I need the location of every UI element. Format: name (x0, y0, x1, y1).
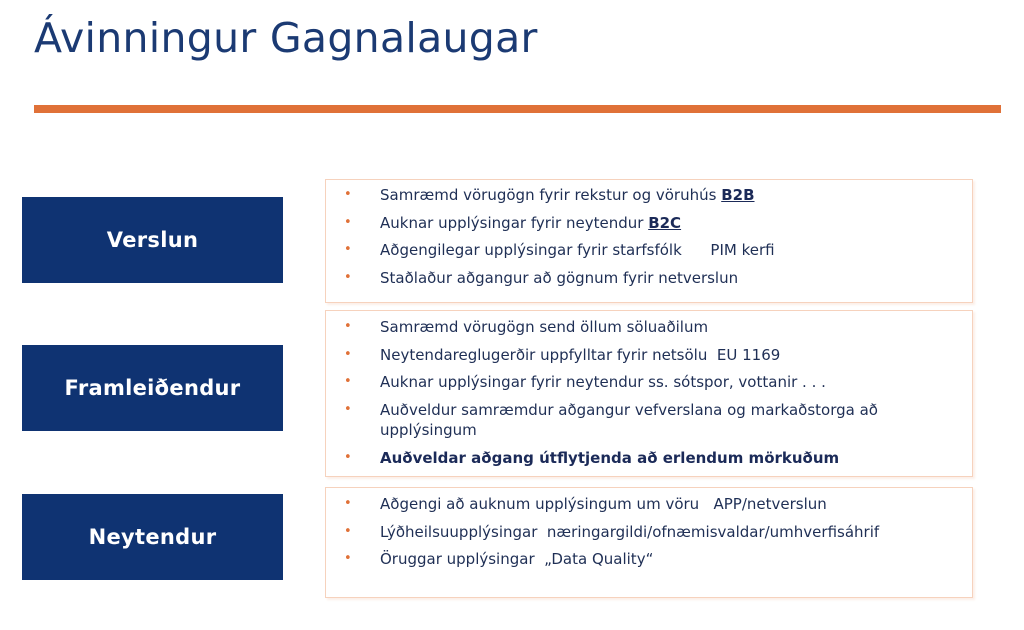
list-item (326, 448, 972, 468)
list-item (326, 372, 972, 392)
bullet-icon: • (344, 449, 352, 465)
bullet-list-framleidendur (326, 317, 972, 468)
list-item-text: Neytendareglugerðir uppfylltar fyrir netsölu EU 1169 (380, 345, 781, 364)
section-label-framleidendur: Framleiðendur (22, 345, 283, 431)
list-item (326, 268, 972, 288)
list-item-text: Auknar upplýsingar fyrir neytendur ss. sótspor, vottanir . . . (380, 373, 826, 392)
bullet-icon: • (344, 374, 352, 390)
list-item (326, 213, 972, 233)
section-box-neytendur (325, 487, 973, 598)
list-item-text: Lýðheilsuupplýsingar næringargildi/ofnæmisvaldar/umhverfisáhrif (380, 522, 880, 541)
bullet-icon: • (344, 346, 352, 362)
section-label-verslun: Verslun (22, 197, 283, 283)
list-item (326, 522, 972, 542)
list-item (326, 549, 972, 569)
list-item-text: Öruggar upplýsingar „Data Quality“ (380, 550, 654, 569)
bullet-icon: • (344, 402, 352, 418)
bullet-icon: • (344, 214, 352, 230)
bullet-icon: • (344, 187, 352, 202)
list-item-text: Samræmd vörugögn send öllum söluaðilum (380, 318, 709, 336)
list-item-text: Auknar upplýsingar fyrir neytendur (380, 213, 649, 232)
title-divider (34, 105, 1001, 113)
list-item-text: Staðlaður aðgangur að gögnum fyrir netverslun (380, 269, 739, 288)
bullet-icon: • (344, 496, 352, 511)
section-box-verslun (325, 179, 973, 303)
bullet-icon: • (344, 551, 352, 567)
list-item (326, 240, 972, 260)
bullet-icon: • (344, 242, 352, 258)
section-label-neytendur: Neytendur (22, 494, 283, 580)
list-item (326, 494, 972, 514)
bullet-icon: • (344, 523, 352, 539)
list-item (326, 400, 972, 440)
b2b-link[interactable]: B2B (721, 186, 755, 204)
list-item-text: Aðgengi að auknum upplýsingum um vöru APP/netverslun (380, 495, 827, 513)
list-item-text: Auðveldur samræmdur aðgangur vefverslana og markaðstorga að upplýsingum (380, 401, 878, 440)
list-item-text: Auðveldar aðgang útflytjenda að erlendum mörkuðum (380, 448, 840, 467)
list-item (326, 345, 972, 365)
bullet-icon: • (344, 270, 352, 286)
page-title: Ávinningur Gagnalaugar (34, 14, 538, 62)
bullet-list-verslun (326, 185, 972, 288)
list-item (326, 185, 972, 205)
b2c-link[interactable]: B2C (648, 213, 682, 232)
section-box-framleidendur (325, 310, 973, 477)
list-item (326, 317, 972, 337)
bullet-list-neytendur (326, 494, 972, 569)
list-item-text: Samræmd vörugögn fyrir rekstur og vöruhús (380, 186, 722, 204)
bullet-icon: • (344, 319, 352, 334)
list-item-text: Aðgengilegar upplýsingar fyrir starfsfólk PIM kerfi (380, 241, 775, 260)
